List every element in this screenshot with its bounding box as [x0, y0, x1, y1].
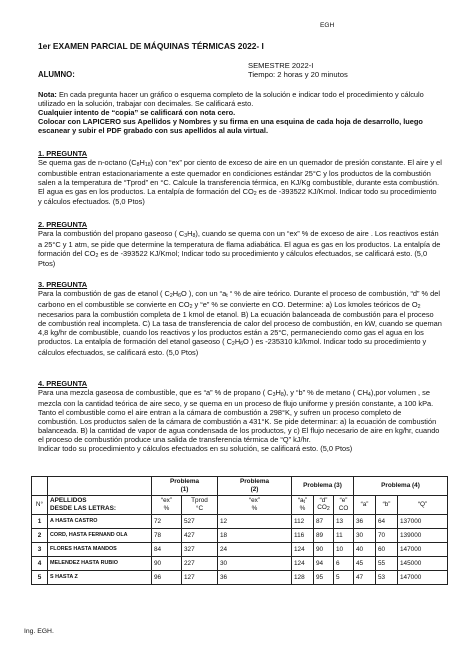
q2-text: Para la combustión del propano gaseoso ( $C_3H_8$), cuando se quema con un “ex” % de exceso de aire . Los reactivos están a 25°C y 1 atm, se pide que determine la temperatura de flama adiabática. El agua es gas en los productos. La entalpía de formación del $CO_2$ es de -393522 KJ/Kmol; Indicar todo su procedimiento y cálculos efectuados, se calificará esto. (5,0 Ptos): [38, 229, 441, 269]
table-cell: 145000: [398, 556, 448, 570]
table-cell: 6: [334, 556, 354, 570]
table-cell: 64: [376, 514, 398, 528]
q4-text: Para una mezcla gaseosa de combustible, que es “a” % de propano ( $C_3H_8$), y “b” % de metano ( $CH_4),por$ volumen , se mezcla con la cantidad teórica de aire seco, y se quema en un proceso de flujo uniforme y presión constante, a 100 kPa. Tanto el combustible como el aire entran a la cámara de combustión a 298°K, y sufren un proceso completo de combustión. Los productos salen de la cámara de combustión a 431°K. Se pide determinar: a) la ecuación de combustión balanceada. B) la cantidad de vapor de agua condensada de los productos, y c) El flujo necesario de aire en kg/hr, cuando el proceso de combustión produce una salida de transferencia térmica de “Q” kJ/hr. Indicar todo su procedimiento y cálculos efectuados en su solución, se calificará esto. (5,0 Ptos): [38, 388, 440, 453]
note-label: Nota:: [38, 90, 57, 99]
column-header: “ex” %: [152, 495, 182, 514]
table-cell: 60: [376, 542, 398, 556]
row-name: A HASTA CASTRO: [48, 514, 152, 528]
student-label: ALUMNO:: [38, 70, 75, 79]
semester-label: SEMESTRE 2022-I: [248, 61, 314, 70]
table-row: [32, 570, 448, 584]
row-number: 5: [32, 570, 48, 584]
row-number: 4: [32, 556, 48, 570]
number-header: N°: [32, 495, 48, 514]
q2-title: 2. PREGUNTA: [38, 220, 88, 229]
row-name: MELENDEZ HASTA RUBIO: [48, 556, 152, 570]
table-header-row-2: [32, 495, 448, 514]
table-cell: 30: [218, 556, 292, 570]
table-cell: 96: [152, 570, 182, 584]
table-cell: 36: [354, 514, 376, 528]
table-row: [32, 556, 448, 570]
table-cell: 116: [292, 528, 314, 542]
table-cell: 227: [182, 556, 218, 570]
table-cell: 124: [292, 542, 314, 556]
table-cell: 139000: [398, 528, 448, 542]
q3-text: Para la combustión de gas de etanol ( $C_2H_6O$ ), con un “$a_t$ “ % de aire teórico. Durante el proceso de combustión, “d” % del carbono en el combustible se convierte en $CO_2$ y “e” % se convierte en CO. Determine: a) Los kmoles teóricos de $O_2$ necesarios para la combustión completa de 1 kmol de etanol. B) La ecuación balanceada de combustión para el proceso de combustión real incompleta. C) La tasa de transferencia de calor del proceso de combustión, en kW, cuando se queman 4,8 kg/hr de combustible, cuando los reactivos y los productos están a 25°C, permaneciendo como gas el agua en los productos. La entalpía de formación del etanol gaseoso ( $C_2H_6O$ ) es -235310 kJ/kmol. Indicar todo su procedimiento y cálculos efectuados, se calificará esto. (5,0 Ptos): [38, 289, 442, 357]
table-cell: [32, 477, 48, 496]
row-number: 2: [32, 528, 48, 542]
table-cell: 53: [376, 570, 398, 584]
column-header: “b”: [376, 495, 398, 514]
table-cell: 147000: [398, 542, 448, 556]
column-header: Tprod °C: [182, 495, 218, 514]
table-row: [32, 542, 448, 556]
table-cell: 327: [182, 542, 218, 556]
column-header: “ex” %: [218, 495, 292, 514]
table-row: [32, 528, 448, 542]
table-cell: 128: [292, 570, 314, 584]
column-header: “Q”: [398, 495, 448, 514]
row-name: CORD, HASTA FERNAND OLA: [48, 528, 152, 542]
table-cell: 47: [354, 570, 376, 584]
table-cell: 90: [152, 556, 182, 570]
table-cell: 5: [334, 570, 354, 584]
column-header: “d” $CO_2$: [314, 495, 334, 514]
row-name: FLORES HASTA MANDOS: [48, 542, 152, 556]
row-number: 1: [32, 514, 48, 528]
problem-2-header: Problema (2): [218, 477, 292, 496]
column-header: “a”: [354, 495, 376, 514]
table-cell: 12: [218, 514, 292, 528]
table-cell: 18: [218, 528, 292, 542]
table-cell: 72: [152, 514, 182, 528]
table-cell: 87: [314, 514, 334, 528]
table-cell: 94: [314, 556, 334, 570]
q1-text: Se quema gas de n-octano $(C_8H_{18})$ con “ex” por ciento de exceso de aire en un quemador de presión constante. El aire y el combustible entran estacionariamente a este quemador en condiciones estándar 25°C y los productos de la combustión salen a la temperatura de “Tprod” en °C. Calcule la transferencia térmica, en KJ/Kg combustible, durante esta combustión. El agua es gas en los productos. La entalpía de formación del $CO_2$ es de -393522 KJ/Kmol. Indicar todo su procedimiento y cálculos efectuados. (5,0 Ptos): [38, 158, 442, 207]
table-header-row-1: [32, 477, 448, 496]
time-label: Tiempo: 2 horas y 20 minutos: [248, 70, 348, 79]
problem-1-header: Problema (1): [152, 477, 218, 496]
table-cell: 36: [218, 570, 292, 584]
table-cell: 55: [376, 556, 398, 570]
table-cell: 427: [182, 528, 218, 542]
table-cell: 84: [152, 542, 182, 556]
table-cell: 124: [292, 556, 314, 570]
table-cell: 112: [292, 514, 314, 528]
table-cell: 137000: [398, 514, 448, 528]
note-copy-warning: Cualquier intento de “copia” se calificará con nota cero.: [38, 108, 236, 118]
note-text: En cada pregunta hacer un gráfico o esquema completo de la solución e indicar todo el procedimiento y cálculo utilizado en la solución, trabajar con decimales. Se calificará esto.: [38, 90, 424, 109]
exam-title: 1er EXAMEN PARCIAL DE MÁQUINAS TÉRMICAS 2022- I: [38, 41, 264, 51]
footer-signature: Ing. EGH.: [24, 628, 54, 635]
table-cell: 147000: [398, 570, 448, 584]
header-initials: EGH: [320, 22, 335, 29]
row-name: S HASTA Z: [48, 570, 152, 584]
column-header: “$a_t$” %: [292, 495, 314, 514]
table-cell: 89: [314, 528, 334, 542]
table-cell: 10: [334, 542, 354, 556]
table-cell: 24: [218, 542, 292, 556]
table-cell: 30: [354, 528, 376, 542]
q1-title: 1. PREGUNTA: [38, 149, 88, 158]
table-cell: 45: [354, 556, 376, 570]
table-cell: [48, 477, 152, 496]
note-submit-instructions: Colocar con LAPICERO sus Apellidos y Nombres y su firma en una esquina de cada hoja de desarrollo, luego escanear y subir el PDF grabado con sus apellidos al aula virtual.: [38, 117, 423, 136]
q3-title: 3. PREGUNTA: [38, 280, 88, 289]
table-row: [32, 514, 448, 528]
table-cell: 13: [334, 514, 354, 528]
column-header: “e” CO: [334, 495, 354, 514]
table-cell: 90: [314, 542, 334, 556]
table-cell: 127: [182, 570, 218, 584]
table-cell: 40: [354, 542, 376, 556]
table-cell: 527: [182, 514, 218, 528]
table-cell: 95: [314, 570, 334, 584]
note-block: [38, 90, 442, 135]
table-cell: 70: [376, 528, 398, 542]
table-cell: 11: [334, 528, 354, 542]
row-number: 3: [32, 542, 48, 556]
data-table: [31, 476, 448, 585]
problem-3-header: Problema (3): [292, 477, 354, 496]
q4-title: 4. PREGUNTA: [38, 379, 88, 388]
problem-4-header: Problema (4): [354, 477, 448, 496]
surname-header: APELLIDOS DESDE LAS LETRAS:: [48, 495, 152, 514]
table-cell: 78: [152, 528, 182, 542]
